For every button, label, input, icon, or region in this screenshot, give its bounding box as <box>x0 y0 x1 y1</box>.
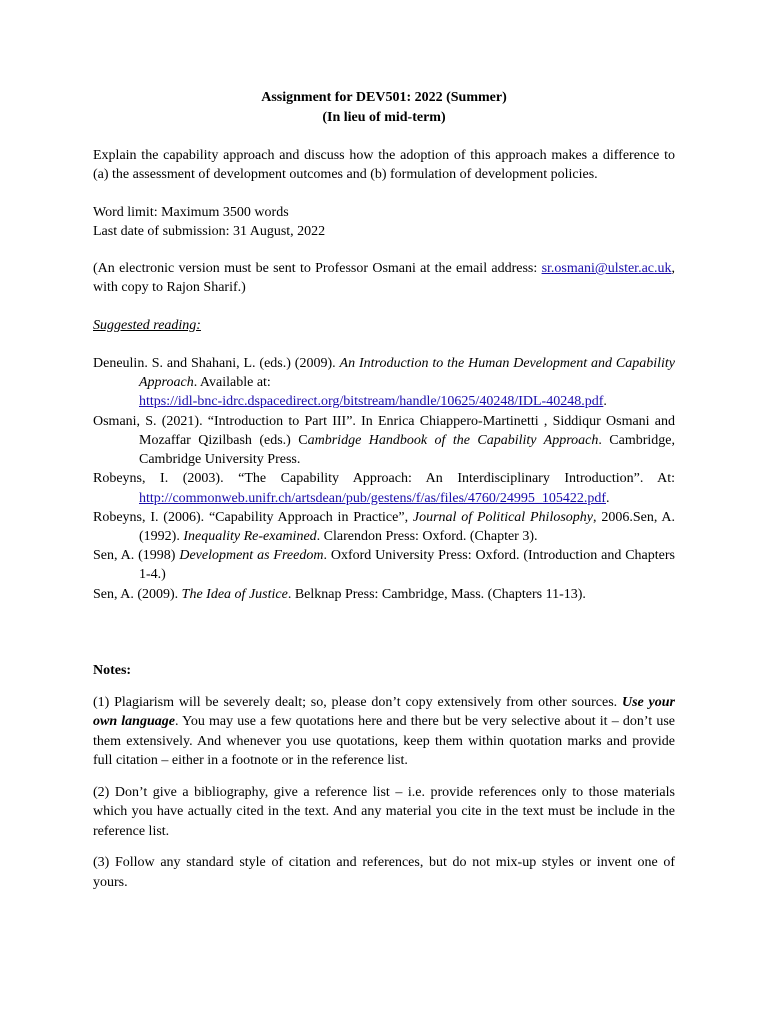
reference-link[interactable]: https://idl-bnc-idrc.dspacedirect.org/bitstream/handle/10625/40248/IDL-40248.pdf <box>139 394 604 410</box>
reference-item: Robeyns, I. (2003). “The Capability Approach: An Interdisciplinary Introduction”. At: http://commonweb.unifr.ch/artsdean/pub/gestens/f/as/files/4760/24995_105422.pdf. <box>93 471 675 506</box>
note-citation-style: (3) Follow any standard style of citation and references, but do not mix-up styles or invent one of yours. <box>93 855 675 890</box>
reference-item: Osmani, S. (2021). “Introduction to Part III”. In Enrica Chiappero-Martinetti , Siddiqur Osmani and Mozaffar Qizilbash (eds.) Cambridge Handbook of the Capability Approach. Cambridge, Cambridge University Press. <box>93 413 675 468</box>
document-page <box>93 88 675 892</box>
reference-item: Sen, A. (1998) Development as Freedom. Oxford University Press: Oxford. (Introduction and Chapters 1-4.) <box>93 548 675 583</box>
assignment-question: Explain the capability approach and discuss how the adoption of this approach makes a difference to (a) the assessment of development outcomes and (b) formulation of development policies. <box>93 148 675 183</box>
note-plagiarism: (1) Plagiarism will be severely dealt; so, please don’t copy extensively from other sources. Use your own language. You may use a few quotations here and there but be very selective about it – don’t use them extensively. And whenever you use quotations, keep them within quotation marks and provide full citation – either in a footnote or in the reference list. <box>93 694 675 769</box>
submission-text-before: (An electronic version must be sent to Professor Osmani at the email address: <box>93 261 542 277</box>
reference-item: Sen, A. (2009). The Idea of Justice. Belknap Press: Cambridge, Mass. (Chapters 11-13). <box>93 586 586 602</box>
email-link[interactable]: sr.osmani@ulster.ac.uk <box>541 261 672 277</box>
reference-item: Deneulin. S. and Shahani, L. (eds.) (2009). An Introduction to the Human Development and Capability Approach. Available at: https://idl-bnc-idrc.dspacedirect.org/bitstream/handle/10625/40248/IDL-40248.pdf. <box>93 356 675 410</box>
suggested-reading-heading: Suggested reading: <box>93 317 201 333</box>
notes-heading: Notes: <box>93 662 132 678</box>
submission-text-after: , with copy to Rajon Sharif.) <box>93 261 675 296</box>
word-limit: Word limit: Maximum 3500 words <box>93 204 289 220</box>
assignment-subtitle: (In lieu of mid-term) <box>322 110 446 125</box>
submission-date: Last date of submission: 31 August, 2022 <box>93 223 326 239</box>
reference-item: Robeyns, I. (2006). “Capability Approach in Practice”, Journal of Political Philosophy, 2006.Sen, A. (1992). Inequality Re-examined. Clarendon Press: Oxford. (Chapter 3). <box>93 509 675 544</box>
submission-instructions <box>93 259 675 298</box>
reference-link[interactable]: http://commonweb.unifr.ch/artsdean/pub/gestens/f/as/files/4760/24995_105422.pdf <box>139 490 606 506</box>
note-reference-list: (2) Don’t give a bibliography, give a reference list – i.e. provide references only to those materials which you have actually cited in the text. And any material you cite in the text must be include in the reference list. <box>93 784 675 839</box>
assignment-title: Assignment for DEV501: 2022 (Summer) <box>261 90 507 105</box>
reading-list <box>93 354 675 604</box>
